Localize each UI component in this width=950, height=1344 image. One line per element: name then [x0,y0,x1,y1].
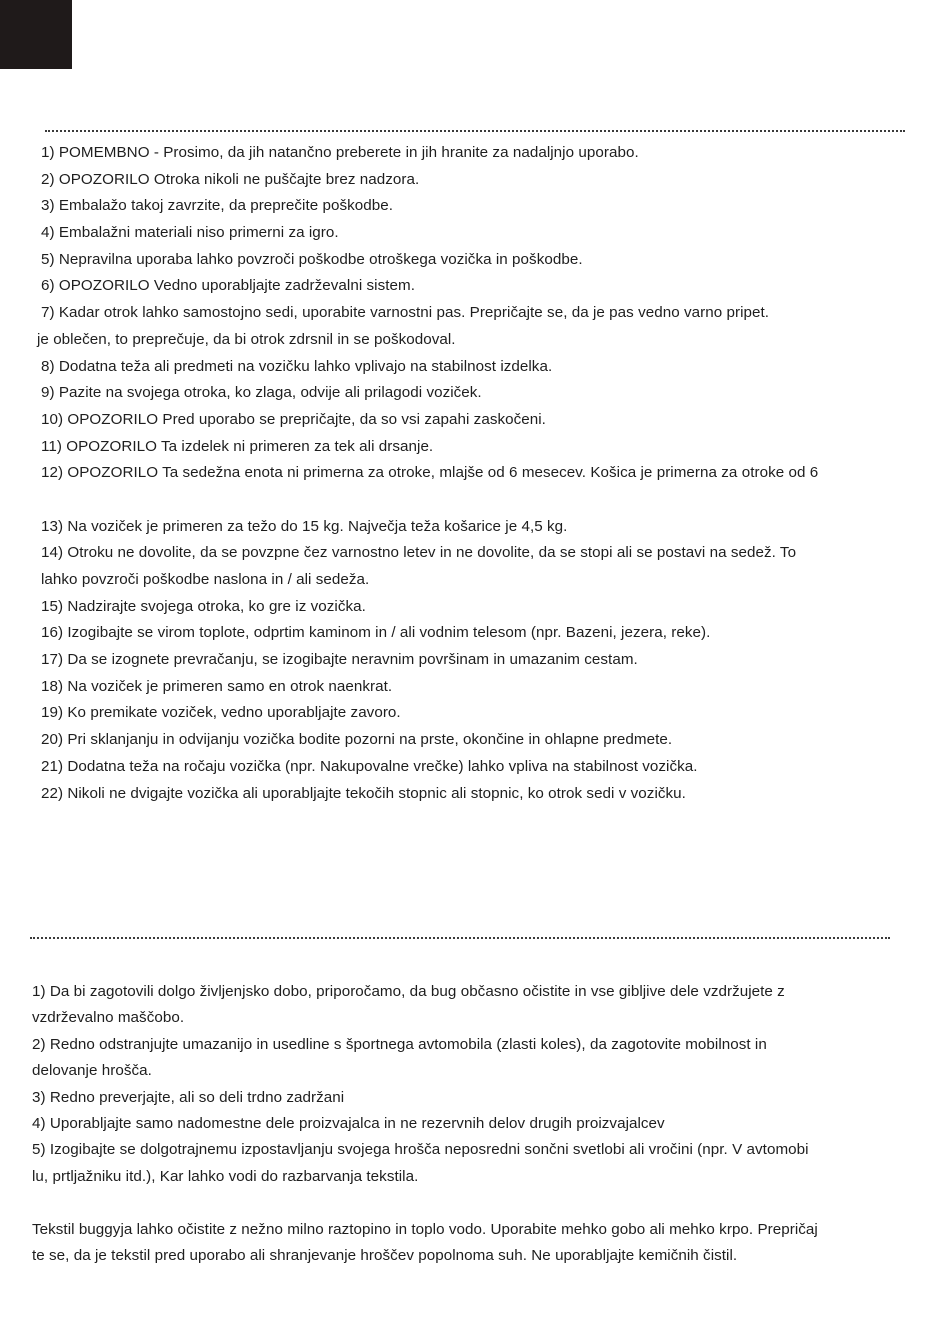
warning-line: 7) Kadar otrok lahko samostojno sedi, uporabite varnostni pas. Prepričajte se, da je pas vedno varno pripet. [41,304,770,322]
warning-line: 20) Pri sklanjanju in odvijanju vozička bodite pozorni na prste, okončine in ohlapne predmete. [41,731,673,749]
warning-line: 9) Pazite na svojega otroka, ko zlaga, odvije ali prilagodi voziček. [41,384,482,402]
warning-line: 2) OPOZORILO Otroka nikoli ne puščajte brez nadzora. [41,170,420,188]
warning-line-continuation: je oblečen, to preprečuje, da bi otrok zdrsnil in se poškodoval. [37,330,456,348]
warning-line: 14) Otroku ne dovolite, da se povzpne čez varnostno letev in ne dovolite, da se stopi ali se postavi na sedež. To [41,544,797,562]
cleaning-paragraph-line: Tekstil buggyja lahko očistite z nežno milno raztopino in toplo vodo. Uporabite mehko gobo ali mehko krpo. Prepričaj [32,1220,818,1238]
warning-line: 8) Dodatna teža ali predmeti na vozičku lahko vplivajo na stabilnost izdelka. [41,357,553,375]
warning-line: 18) Na voziček je primeren samo en otrok naenkrat. [41,677,393,695]
safety-warnings-list [37,140,921,807]
warning-line: 6) OPOZORILO Vedno uporabljajte zadrževalni sistem. [41,277,415,295]
care-instructions-list [32,979,912,1269]
warning-line: 22) Nikoli ne dvigajte vozička ali uporabljajte tekočih stopnic ali stopnic, ko otrok sedi v vozičku. [41,784,686,802]
care-line: 1) Da bi zagotovili dolgo življenjsko dobo, priporočamo, da bug občasno očistite in vse gibljive dele vzdržujete z [32,983,785,1000]
warning-line: 15) Nadzirajte svojega otroka, ko gre iz vozička. [41,597,366,615]
warning-line: 1) POMEMBNO - Prosimo, da jih natančno preberete in jih hranite za nadaljnjo uporabo. [41,144,639,161]
warning-line: 21) Dodatna teža na ročaju vozička (npr. Nakupovalne vrečke) lahko vpliva na stabilnost vozička. [41,757,698,775]
warning-line: 19) Ko premikate voziček, vedno uporabljajte zavoro. [41,704,401,722]
warning-line: 4) Embalažni materiali niso primerni za igro. [41,224,339,242]
care-line: 3) Redno preverjajte, ali so deli trdno zadržani [32,1088,345,1106]
warning-line: 11) OPOZORILO Ta izdelek ni primeren za tek ali drsanje. [41,437,434,455]
warning-line: 13) Na voziček je primeren za težo do 15 kg. Največja teža košarice je 4,5 kg. [41,517,568,535]
blank-line [41,487,921,514]
warning-line: 12) OPOZORILO Ta sedežna enota ni primerna za otroke, mlajše od 6 mesecev. Košica je primerna za otroke od 6 [41,464,819,482]
section-divider-bottom [30,937,890,939]
section-divider-top [45,130,905,132]
care-line: 5) Izogibajte se dolgotrajnemu izpostavljanju svojega hrošča neposredni sončni svetlobi ali vročini (npr. V avtomobi [32,1141,809,1159]
warning-line: 10) OPOZORILO Pred uporabo se prepričajte, da so vsi zapahi zaskočeni. [41,410,546,428]
care-line: 4) Uporabljajte samo nadomestne dele proizvajalca in ne rezervnih delov drugih proizvajalcev [32,1114,665,1132]
warning-line: 17) Da se izognete prevračanju, se izogibajte neravnim površinam in umazanim cestam. [41,651,638,669]
cleaning-paragraph-line: te se, da je tekstil pred uporabo ali shranjevanje hroščev popolnoma suh. Ne uporabljajte kemičnih čistil. [32,1246,738,1264]
warning-line-continuation: lahko povzroči poškodbe naslona in / ali sedeža. [41,571,370,588]
warning-line: 5) Nepravilna uporaba lahko povzroči poškodbe otroškega vozička in poškodbe. [41,250,583,268]
warning-line: 3) Embalažo takoj zavrzite, da preprečite poškodbe. [41,197,394,215]
blank-line [32,1190,912,1216]
care-line-continuation: vzdrževalno maščobo. [32,1009,185,1027]
care-line: 2) Redno odstranjujte umazanijo in usedline s športnega avtomobila (zlasti koles), da zagotovite mobilnost in [32,1035,767,1053]
care-line-continuation: delovanje hrošča. [32,1062,152,1080]
page-corner-tab [0,0,72,69]
care-line-continuation: lu, prtljažniku itd.), Kar lahko vodi do razbarvanja tekstila. [32,1167,419,1185]
warning-line: 16) Izogibajte se virom toplote, odprtim kaminom in / ali vodnim telesom (npr. Bazeni, jezera, reke). [41,624,711,642]
